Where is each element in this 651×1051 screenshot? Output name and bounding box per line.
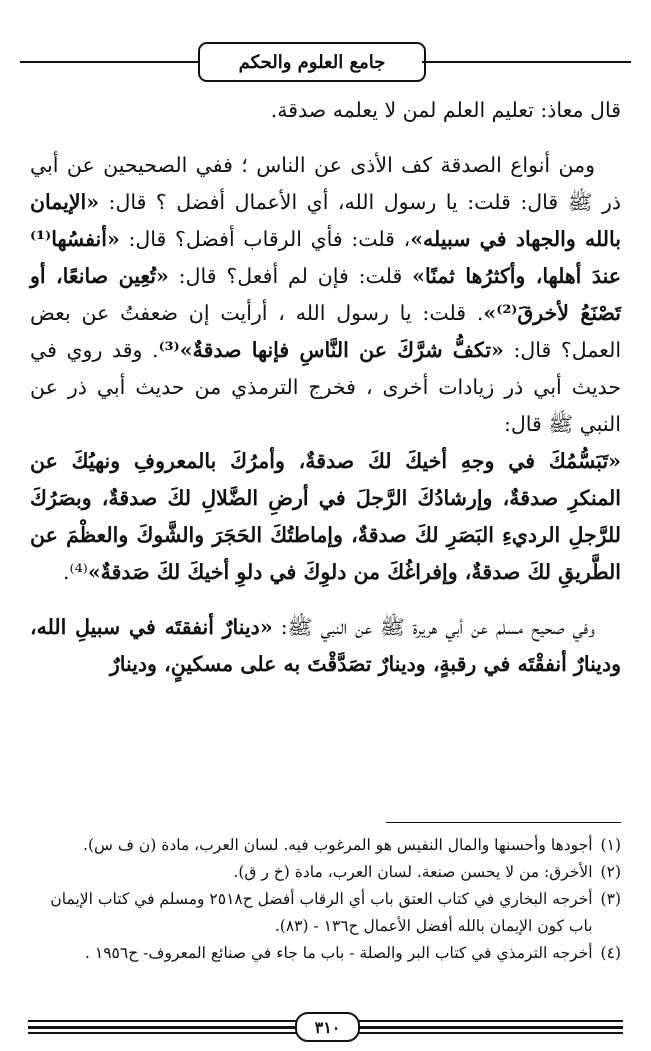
footnote-separator [386, 822, 621, 823]
footnote-number: (٣) [600, 890, 621, 908]
page-number: ٣١٠ [295, 1012, 360, 1042]
hadith-text: «دينارٌ أنفقتَه في سبيلِ الله، ودينارٌ أنفقْتَه في رقبةٍ، ودينارٌ تصَدَّقْتَ به على مسكينٍ، ودينارٌ [30, 615, 621, 676]
footnotes [30, 832, 621, 967]
hadith-text: «أنفسُها⁽¹⁾ عندَ أهلها، وأكثرُها ثمنًا» [30, 227, 621, 288]
hadith-text: «تكفُّ شرَّكَ عن النَّاسِ فإنها صدقةٌ»⁽³⁾ [158, 338, 504, 362]
text-segment: وفي صحيح مسلم عن أبي هريرة ﷺ عن النبي ﷺ: [272, 615, 596, 639]
header-rule-right [422, 61, 631, 63]
footnote-4 [30, 940, 621, 967]
text-segment: . قلت: يا رسول الله ، أرأيت إن ضعفتُ عن بعض العمل؟ قال: [30, 301, 622, 362]
paragraph-dinar [30, 609, 621, 683]
hadith-text: «الإيمان بالله والجهاد في سبيله» [30, 190, 621, 251]
header-rule-left [20, 61, 198, 63]
muadh-quote: قال معاذ: تعليم العلم لمن لا يعلمه صدقة. [270, 98, 621, 122]
footnote-ref: ⁽⁴⁾. [63, 560, 88, 584]
text-segment: . وقد روي في حديث أبي ذر زيادات أخرى ، فخرج الترمذي من حديث أبي ذر عن النبي ﷺ قال: [30, 338, 621, 436]
page-body [30, 92, 621, 683]
paragraph-kaff-al-adha [30, 147, 621, 591]
book-title: جامع العلوم والحكم [198, 42, 426, 82]
footnote-number: (١) [600, 836, 621, 854]
text-segment: ومن أنواع الصدقة كف الأذى عن الناس ؛ ففي الصحيحين عن أبي ذر ﷺ قال: قلت: يا رسول الله، أي الأعمال أفضل ؟ قال: [30, 153, 621, 214]
page-footer [28, 1012, 623, 1042]
footnote-text: أخرجه البخاري في كتاب العتق باب أي الرقاب أفضل ح٢٥١٨ ومسلم في كتاب الإيمان باب كون الإيمان بالله أفضل الأعمال ح١٣٦ - (٨٣). [50, 890, 593, 935]
footnote-1 [30, 832, 621, 859]
footnote-2 [30, 859, 621, 886]
footnote-number: (٤) [600, 944, 621, 962]
text-segment: ، قلت: فأي الرقاب أفضل؟ قال: [119, 227, 411, 251]
hadith-text: «تَبَسُّمُكَ في وجهِ أخيكَ لكَ صدقةٌ، وأمرُكَ بالمعروفِ ونهيُكَ عن المنكرِ صدقةٌ، وإرشادُكَ الرَّجلَ في أرضِ الضَّلالِ لكَ صدقةٌ، وبصَرُكَ للرَّجلِ الرديءِ البَصَرِ لكَ صدقةٌ، وإماطتُكَ الحَجَرَ والشَّوكَ والعظْمَ عن الطَّريقِ لكَ صدقةٌ، وإفراغُكَ من دلوِكَ في دلوِ أخيكَ لكَ صَدقةٌ» [30, 449, 621, 584]
footnote-text: الأخرق: من لا يحسن صنعة. لسان العرب، مادة (خ ر ق). [233, 863, 593, 881]
text-segment: قلت: فإن لم أفعل؟ قال: [168, 264, 413, 288]
footnote-number: (٢) [600, 863, 621, 881]
footnote-3 [30, 886, 621, 940]
footnote-text: أجودها وأحسنها والمال النفيس هو المرغوب فيه. لسان العرب، مادة (ن ف س). [83, 836, 593, 854]
running-header [20, 40, 631, 84]
hadith-text: «تُعِين صانعًا، أو تَصْنَعُ لأخرقَ⁽²⁾» [30, 264, 622, 325]
paragraph-muadh [30, 92, 621, 129]
footnote-text: أخرجه الترمذي في كتاب البر والصلة - باب ما جاء في صنائع المعروف- ح١٩٥٦ . [85, 944, 593, 962]
